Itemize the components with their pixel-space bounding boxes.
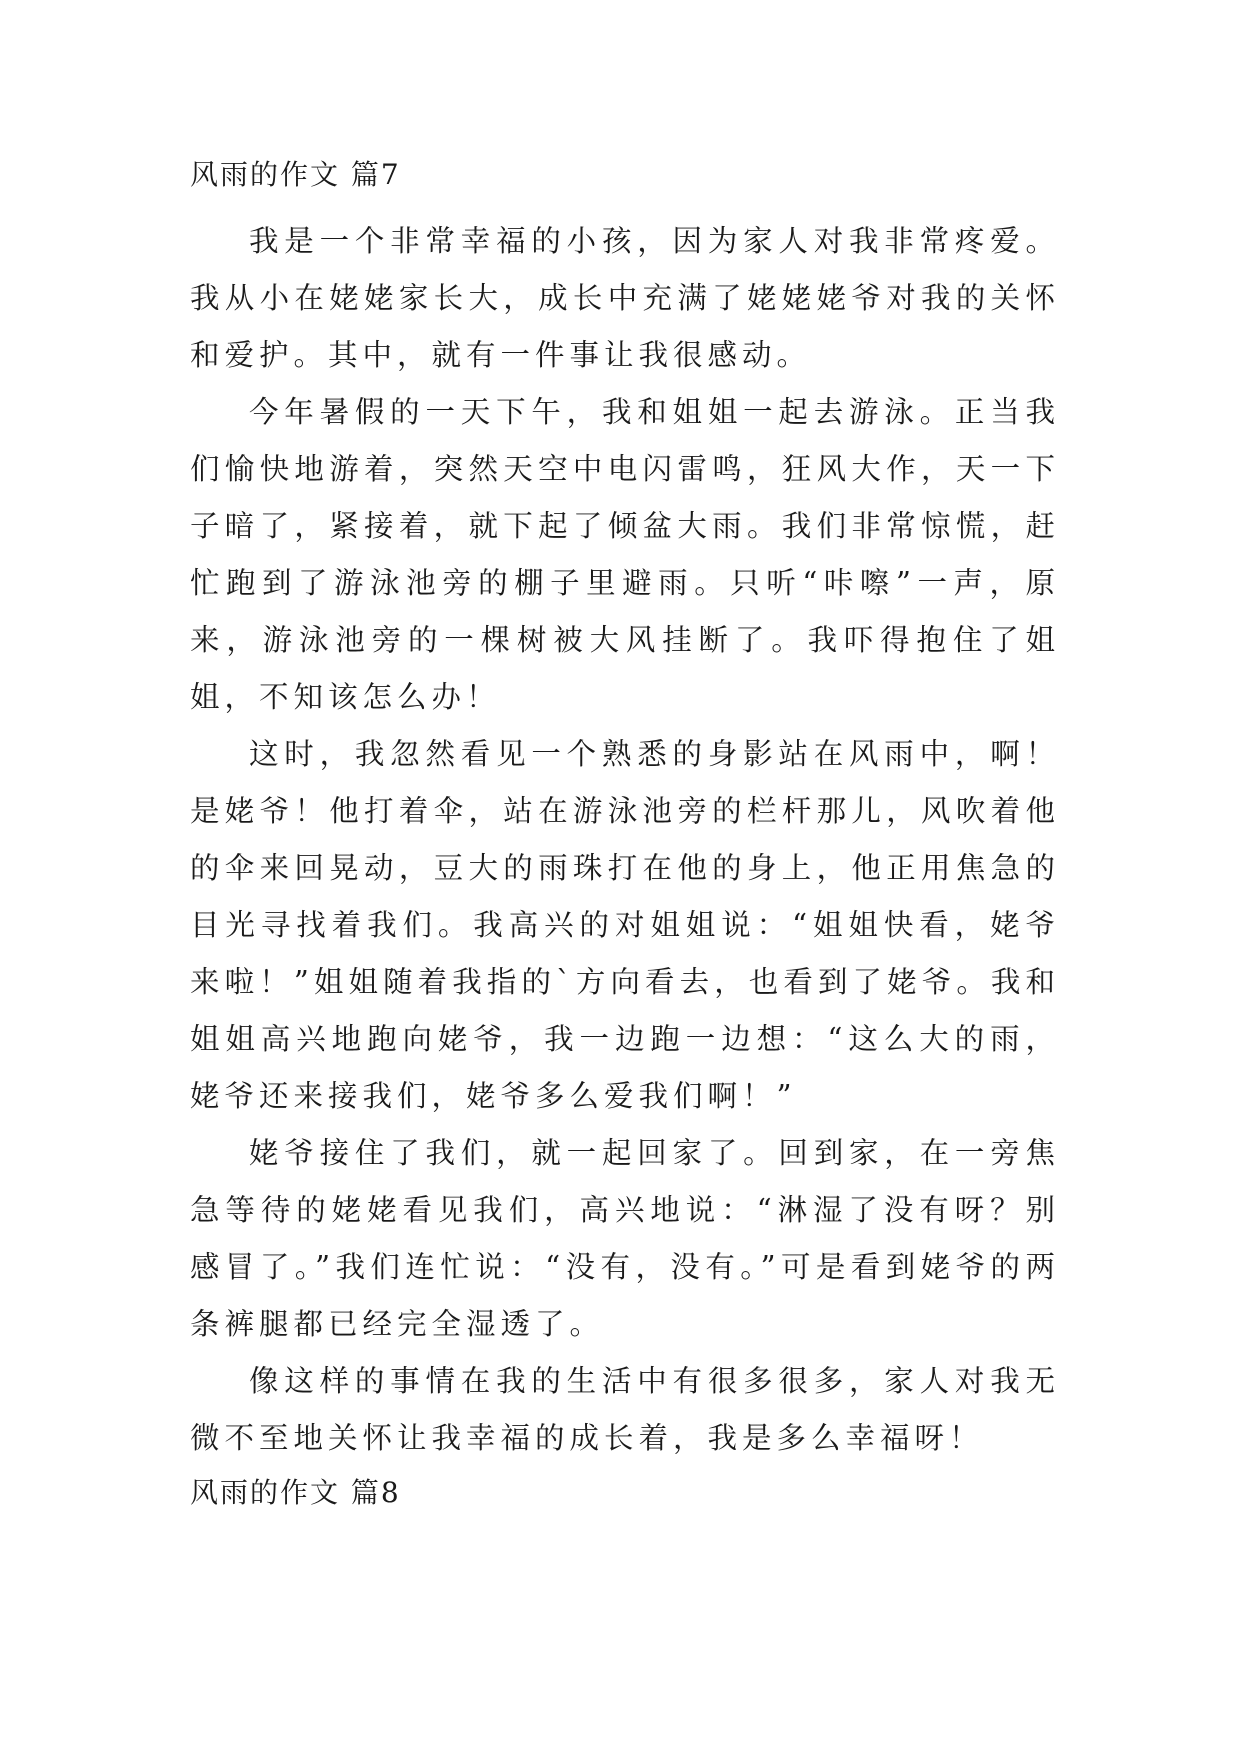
- paragraph-5: 像这样的事情在我的生活中有很多很多，家人对我无微不至地关怀让我幸福的成长着，我是多么幸福呀！: [190, 1364, 1060, 1455]
- paragraph-1: 我是一个非常幸福的小孩，因为家人对我非常疼爱。我从小在姥姥家长大，成长中充满了姥姥姥爷对我的关怀和爱护。其中，就有一件事让我很感动。: [190, 224, 1060, 372]
- section-8-title: 风雨的作文 篇8: [190, 1476, 401, 1509]
- document-body: [190, 155, 1060, 1513]
- section-7-title: 风雨的作文 篇7: [190, 158, 401, 191]
- paragraph-3: 这时，我忽然看见一个熟悉的身影站在风雨中，啊！是姥爷！他打着伞，站在游泳池旁的栏杆那儿，风吹着他的伞来回晃动，豆大的雨珠打在他的身上，他正用焦急的目光寻找着我们。我高兴的对姐姐说：“姐姐快看，姥爷来啦！”姐姐随着我指的`方向看去，也看到了姥爷。我和姐姐高兴地跑向姥爷，我一边跑一边想：“这么大的雨，姥爷还来接我们，姥爷多么爱我们啊！”: [190, 737, 1060, 1113]
- paragraph-4: 姥爷接住了我们，就一起回家了。回到家，在一旁焦急等待的姥姥看见我们，高兴地说：“淋湿了没有呀？别感冒了。”我们连忙说：“没有，没有。”可是看到姥爷的两条裤腿都已经完全湿透了。: [190, 1136, 1060, 1341]
- paragraph-2: 今年暑假的一天下午，我和姐姐一起去游泳。正当我们愉快地游着，突然天空中电闪雷鸣，狂风大作，天一下子暗了，紧接着，就下起了倾盆大雨。我们非常惊慌，赶忙跑到了游泳池旁的棚子里避雨。只听“咔嚓”一声，原来，游泳池旁的一棵树被大风挂断了。我吓得抱住了姐姐，不知该怎么办！: [190, 395, 1060, 714]
